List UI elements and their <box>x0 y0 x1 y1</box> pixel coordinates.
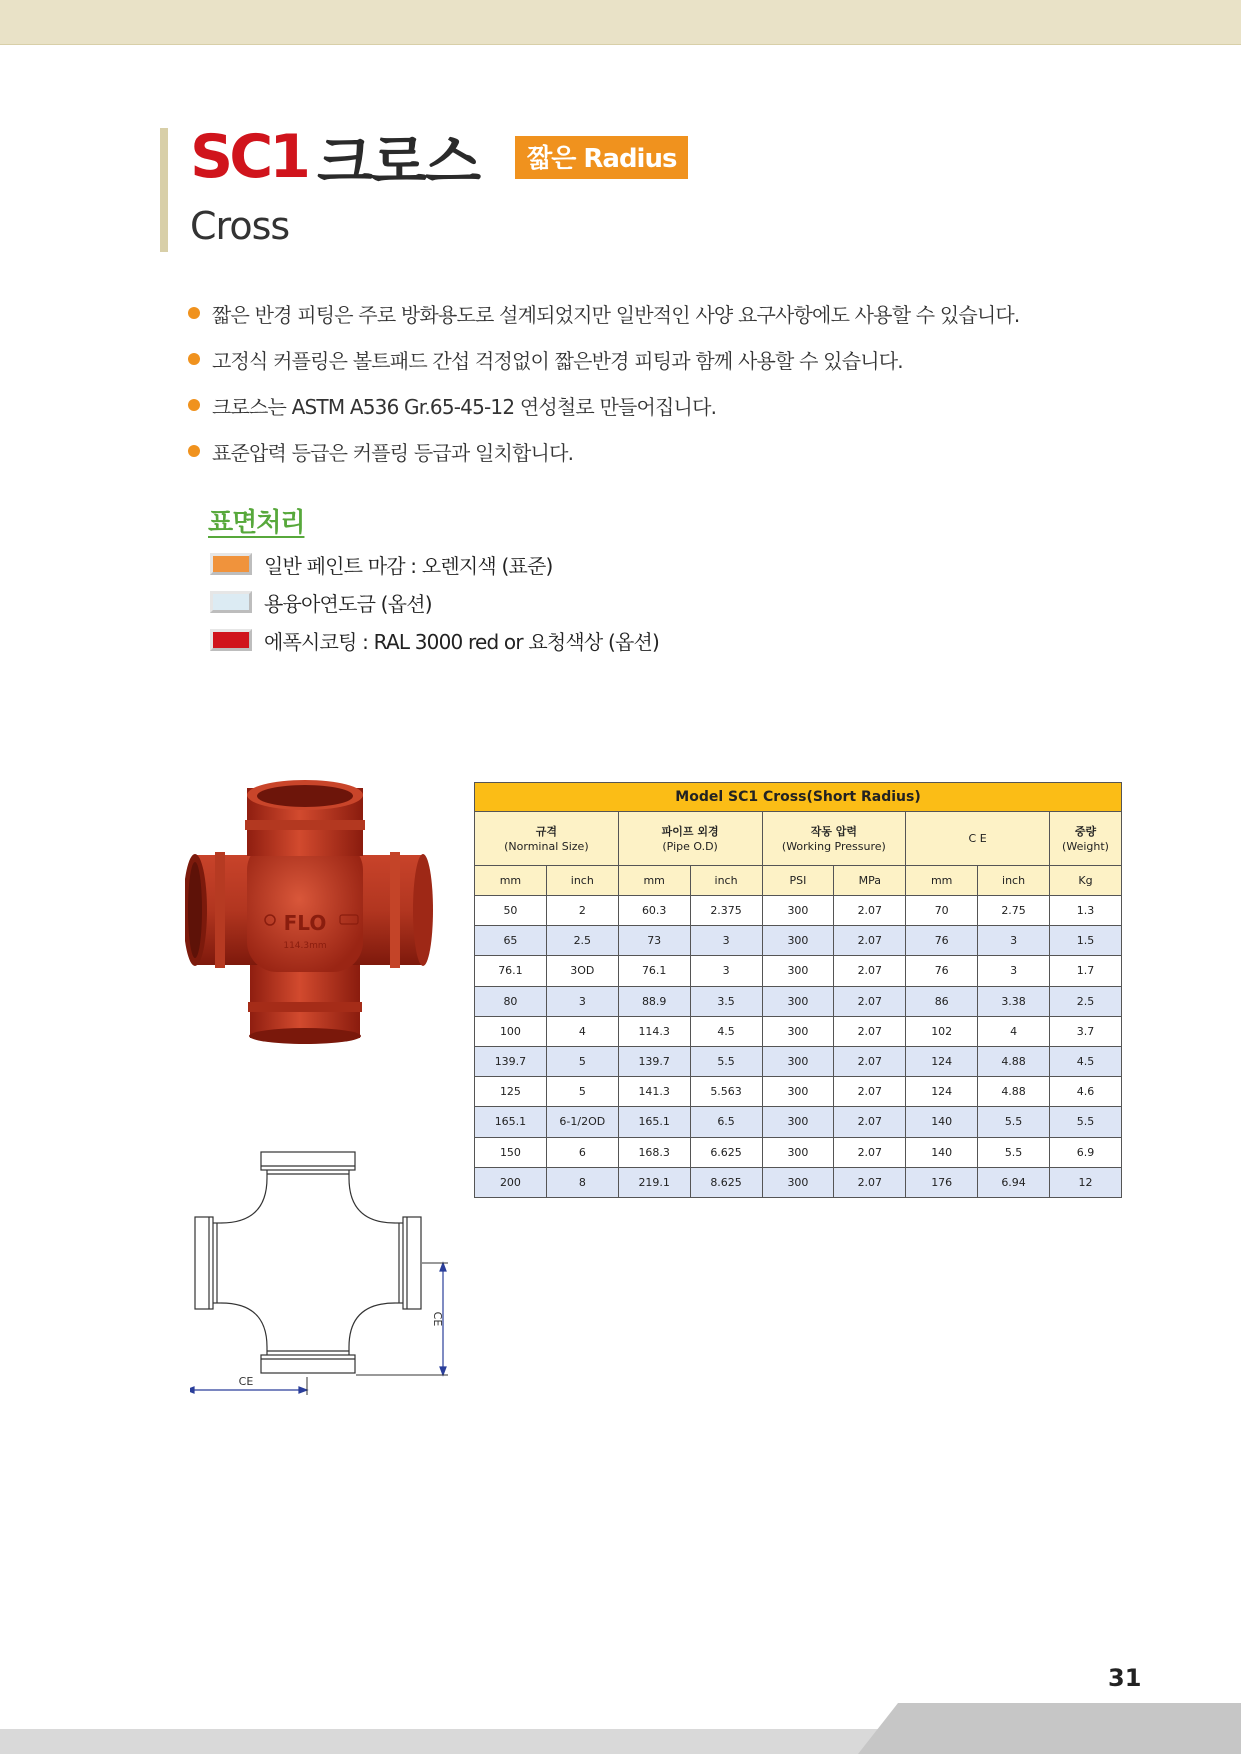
feature-item: 고정식 커플링은 볼트패드 간섭 걱정없이 짧은반경 피팅과 함께 사용할 수 있습니다. <box>188 336 1148 382</box>
table-cell: 6.9 <box>1050 1137 1122 1167</box>
table-cell: 300 <box>762 896 834 926</box>
table-row <box>475 926 1122 956</box>
surface-finish-list <box>210 545 659 659</box>
table-cell: 2.75 <box>978 896 1050 926</box>
table-cell: 140 <box>906 1137 978 1167</box>
table-cell: 219.1 <box>618 1167 690 1197</box>
table-cell: 1.7 <box>1050 956 1122 986</box>
cross-dimension-drawing <box>190 1145 455 1395</box>
table-cell: 80 <box>475 986 547 1016</box>
table-cell: 1.5 <box>1050 926 1122 956</box>
table-cell: 2.07 <box>834 1046 906 1076</box>
table-row <box>475 896 1122 926</box>
unit-cell: inch <box>690 866 762 896</box>
table-cell: 300 <box>762 986 834 1016</box>
ce-vertical-label: CE <box>431 1311 444 1327</box>
table-row <box>475 1167 1122 1197</box>
finish-item: 일반 페인트 마감 : 오렌지색 (표준) <box>210 545 659 583</box>
table-cell: 102 <box>906 1016 978 1046</box>
table-cell: 2.07 <box>834 956 906 986</box>
table-cell: 4.6 <box>1050 1077 1122 1107</box>
bullet-dot-icon <box>188 445 200 457</box>
table-row <box>475 956 1122 986</box>
radius-badge: 짧은 Radius <box>515 136 688 179</box>
table-cell: 76.1 <box>475 956 547 986</box>
table-cell: 3 <box>546 986 618 1016</box>
table-cell: 124 <box>906 1077 978 1107</box>
table-cell: 4.5 <box>1050 1046 1122 1076</box>
table-cell: 2.07 <box>834 1167 906 1197</box>
header-ce: C E <box>906 812 1050 866</box>
table-cell: 2.07 <box>834 926 906 956</box>
table-cell: 12 <box>1050 1167 1122 1197</box>
table-cell: 8 <box>546 1167 618 1197</box>
table-cell: 168.3 <box>618 1137 690 1167</box>
table-cell: 200 <box>475 1167 547 1197</box>
table-cell: 6 <box>546 1137 618 1167</box>
finish-item: 에폭시코팅 : RAL 3000 red or 요청색상 (옵션) <box>210 621 659 659</box>
table-cell: 2.07 <box>834 896 906 926</box>
table-cell: 140 <box>906 1107 978 1137</box>
table-cell: 5.5 <box>978 1137 1050 1167</box>
bullet-dot-icon <box>188 399 200 411</box>
table-cell: 2.07 <box>834 1077 906 1107</box>
table-cell: 300 <box>762 1107 834 1137</box>
table-cell: 2 <box>546 896 618 926</box>
color-swatch <box>210 553 252 575</box>
table-row <box>475 986 1122 1016</box>
table-unit-row <box>475 866 1122 896</box>
table-cell: 5.5 <box>978 1107 1050 1137</box>
cross-fitting-photo <box>185 780 435 1045</box>
table-cell: 5.5 <box>1050 1107 1122 1137</box>
table-cell: 86 <box>906 986 978 1016</box>
ce-horizontal-label: CE <box>238 1375 254 1388</box>
product-name-kr: 크로스 <box>317 128 480 196</box>
table-caption-row <box>475 783 1122 812</box>
table-cell: 70 <box>906 896 978 926</box>
table-cell: 2.07 <box>834 986 906 1016</box>
table-cell: 4.88 <box>978 1046 1050 1076</box>
header-pipe-od: 파이프 외경 (Pipe O.D) <box>618 812 762 866</box>
table-cell: 165.1 <box>618 1107 690 1137</box>
unit-cell: inch <box>978 866 1050 896</box>
feature-item: 짧은 반경 피팅은 주로 방화용도로 설계되었지만 일반적인 사양 요구사항에도 사용할 수 있습니다. <box>188 290 1148 336</box>
top-band <box>0 0 1241 45</box>
casting-mark: FLO <box>283 911 327 935</box>
model-code: SC1 <box>190 122 307 192</box>
table-group-header-row <box>475 812 1122 866</box>
table-row <box>475 1137 1122 1167</box>
page-number: 31 <box>1108 1664 1142 1692</box>
table-cell: 2.5 <box>546 926 618 956</box>
title-row <box>190 122 688 196</box>
table-cell: 2.07 <box>834 1016 906 1046</box>
table-cell: 2.07 <box>834 1107 906 1137</box>
table-cell: 76 <box>906 926 978 956</box>
table-cell: 300 <box>762 1016 834 1046</box>
table-cell: 4 <box>978 1016 1050 1046</box>
color-swatch <box>210 629 252 651</box>
table-cell: 76 <box>906 956 978 986</box>
table-cell: 50 <box>475 896 547 926</box>
unit-cell: mm <box>618 866 690 896</box>
bullet-dot-icon <box>188 353 200 365</box>
table-row <box>475 1107 1122 1137</box>
table-cell: 4.88 <box>978 1077 1050 1107</box>
table-cell: 5 <box>546 1046 618 1076</box>
table-cell: 3OD <box>546 956 618 986</box>
table-cell: 3 <box>978 926 1050 956</box>
table-cell: 125 <box>475 1077 547 1107</box>
table-cell: 114.3 <box>618 1016 690 1046</box>
table-cell: 4 <box>546 1016 618 1046</box>
table-cell: 139.7 <box>475 1046 547 1076</box>
table-cell: 3 <box>690 956 762 986</box>
table-cell: 65 <box>475 926 547 956</box>
table-cell: 2.5 <box>1050 986 1122 1016</box>
unit-cell: Kg <box>1050 866 1122 896</box>
product-name-en: Cross <box>190 204 290 248</box>
table-cell: 3.38 <box>978 986 1050 1016</box>
surface-finish-heading: 표면처리 <box>208 508 305 538</box>
feature-item: 크로스는 ASTM A536 Gr.65-45-12 연성철로 만들어집니다. <box>188 382 1148 428</box>
table-cell: 300 <box>762 1046 834 1076</box>
table-row <box>475 1016 1122 1046</box>
table-caption: Model SC1 Cross(Short Radius) <box>475 783 1122 812</box>
table-cell: 3.7 <box>1050 1016 1122 1046</box>
table-cell: 5.5 <box>690 1046 762 1076</box>
table-cell: 6.5 <box>690 1107 762 1137</box>
table-cell: 176 <box>906 1167 978 1197</box>
table-cell: 300 <box>762 1167 834 1197</box>
finish-item: 용융아연도금 (옵션) <box>210 583 659 621</box>
table-cell: 2.07 <box>834 1137 906 1167</box>
bottom-band <box>0 1703 1241 1754</box>
header-working-pressure: 작동 압력 (Working Pressure) <box>762 812 906 866</box>
table-cell: 6.625 <box>690 1137 762 1167</box>
color-swatch <box>210 591 252 613</box>
table-cell: 1.3 <box>1050 896 1122 926</box>
table-cell: 300 <box>762 1137 834 1167</box>
table-cell: 139.7 <box>618 1046 690 1076</box>
unit-cell: mm <box>475 866 547 896</box>
table-cell: 5 <box>546 1077 618 1107</box>
table-cell: 3 <box>978 956 1050 986</box>
header-weight: 중량 (Weight) <box>1050 812 1122 866</box>
table-cell: 76.1 <box>618 956 690 986</box>
feature-item: 표준압력 등급은 커플링 등급과 일치합니다. <box>188 428 1148 474</box>
unit-cell: MPa <box>834 866 906 896</box>
title-accent-bar <box>160 128 168 252</box>
header-nominal-size: 규격 (Norminal Size) <box>475 812 619 866</box>
table-cell: 300 <box>762 926 834 956</box>
table-cell: 6-1/2OD <box>546 1107 618 1137</box>
table-cell: 2.375 <box>690 896 762 926</box>
table-cell: 6.94 <box>978 1167 1050 1197</box>
table-row <box>475 1077 1122 1107</box>
table-cell: 141.3 <box>618 1077 690 1107</box>
unit-cell: PSI <box>762 866 834 896</box>
table-cell: 124 <box>906 1046 978 1076</box>
table-cell: 60.3 <box>618 896 690 926</box>
unit-cell: mm <box>906 866 978 896</box>
table-cell: 150 <box>475 1137 547 1167</box>
unit-cell: inch <box>546 866 618 896</box>
table-cell: 5.563 <box>690 1077 762 1107</box>
table-cell: 88.9 <box>618 986 690 1016</box>
bullet-dot-icon <box>188 307 200 319</box>
table-cell: 165.1 <box>475 1107 547 1137</box>
table-cell: 4.5 <box>690 1016 762 1046</box>
table-cell: 300 <box>762 956 834 986</box>
table-cell: 100 <box>475 1016 547 1046</box>
table-cell: 300 <box>762 1077 834 1107</box>
table-row <box>475 1046 1122 1076</box>
spec-table <box>474 782 1122 1198</box>
table-cell: 3 <box>690 926 762 956</box>
table-cell: 8.625 <box>690 1167 762 1197</box>
table-cell: 73 <box>618 926 690 956</box>
casting-size-mark: 114.3mm <box>283 941 327 951</box>
table-cell: 3.5 <box>690 986 762 1016</box>
feature-list <box>188 290 1148 474</box>
